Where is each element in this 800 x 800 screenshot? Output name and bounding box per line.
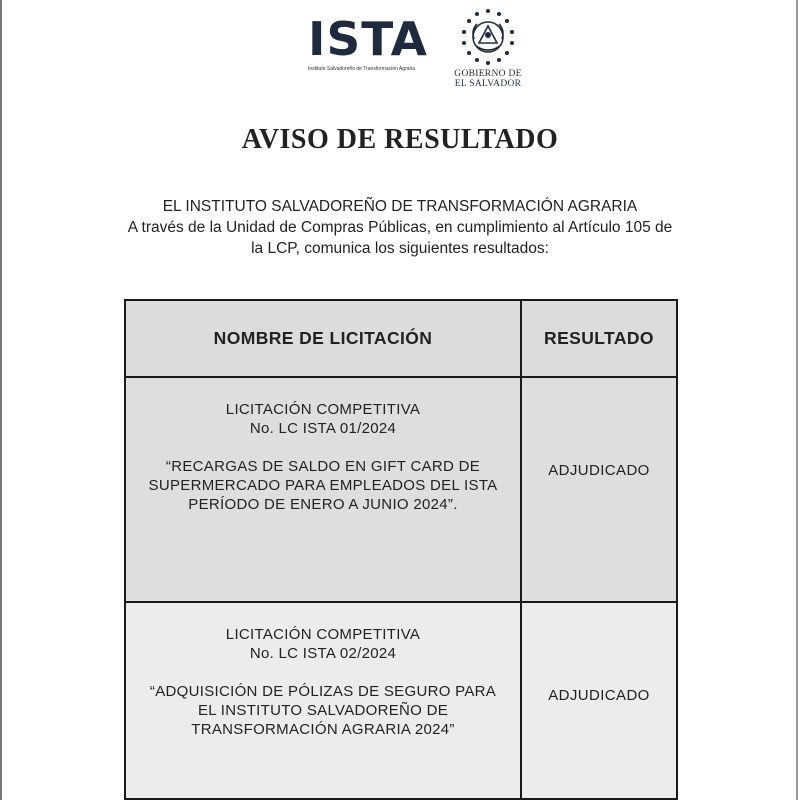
table-row-1-name	[126, 378, 522, 603]
el-salvador-seal-icon	[457, 6, 519, 68]
table-row-1-result: ADJUDICADO	[522, 378, 676, 603]
tender-type: LICITACIÓN COMPETITIVA	[225, 626, 421, 643]
gov-line-1: GOBIERNO DE	[454, 69, 522, 79]
tender-description-line: “ADQUISICIÓN DE PÓLIZAS DE SEGURO PARA	[149, 683, 497, 700]
results-table	[124, 299, 678, 800]
intro-line-2: A través de la Unidad de Compras Públicas, en cumplimiento al Artículo 105 de	[127, 219, 673, 236]
tender-description-line: TRANSFORMACIÓN AGRARIA 2024”	[191, 721, 455, 738]
column-header-name: NOMBRE DE LICITACIÓN	[126, 301, 522, 378]
tender-description-line: PERÍODO DE ENERO A JUNIO 2024”.	[188, 496, 458, 513]
government-text	[446, 69, 530, 89]
ista-logo	[308, 14, 432, 76]
tender-description-line: “RECARGAS DE SALDO EN GIFT CARD DE	[165, 458, 481, 475]
tender-type: LICITACIÓN COMPETITIVA	[225, 401, 421, 418]
intro-line-1: EL INSTITUTO SALVADOREÑO DE TRANSFORMACIÓN AGRARIA	[162, 198, 638, 215]
column-header-result: RESULTADO	[522, 301, 676, 378]
tender-description-line: SUPERMERCADO PARA EMPLEADOS DEL ISTA	[148, 477, 498, 494]
document-title: AVISO DE RESULTADO	[241, 124, 559, 155]
intro-paragraph	[0, 196, 800, 259]
page-border-left	[0, 0, 2, 800]
ista-logo-wordmark: ISTA	[308, 12, 429, 66]
ista-logo-subtitle: Instituto Salvadoreño de Transformación Agraria	[308, 66, 416, 72]
intro-line-3: la LCP, comunica los siguientes resultados:	[251, 240, 549, 257]
table-row-2-name	[126, 603, 522, 798]
government-seal-logo	[446, 6, 530, 90]
gov-line-2: EL SALVADOR	[454, 79, 522, 89]
tender-number: No. LC ISTA 01/2024	[249, 420, 397, 437]
table-row-2-result: ADJUDICADO	[522, 603, 676, 798]
tender-number: No. LC ISTA 02/2024	[249, 645, 397, 662]
page-border-right	[796, 0, 798, 800]
tender-description-line: EL INSTITUTO SALVADOREÑO DE	[197, 702, 449, 719]
